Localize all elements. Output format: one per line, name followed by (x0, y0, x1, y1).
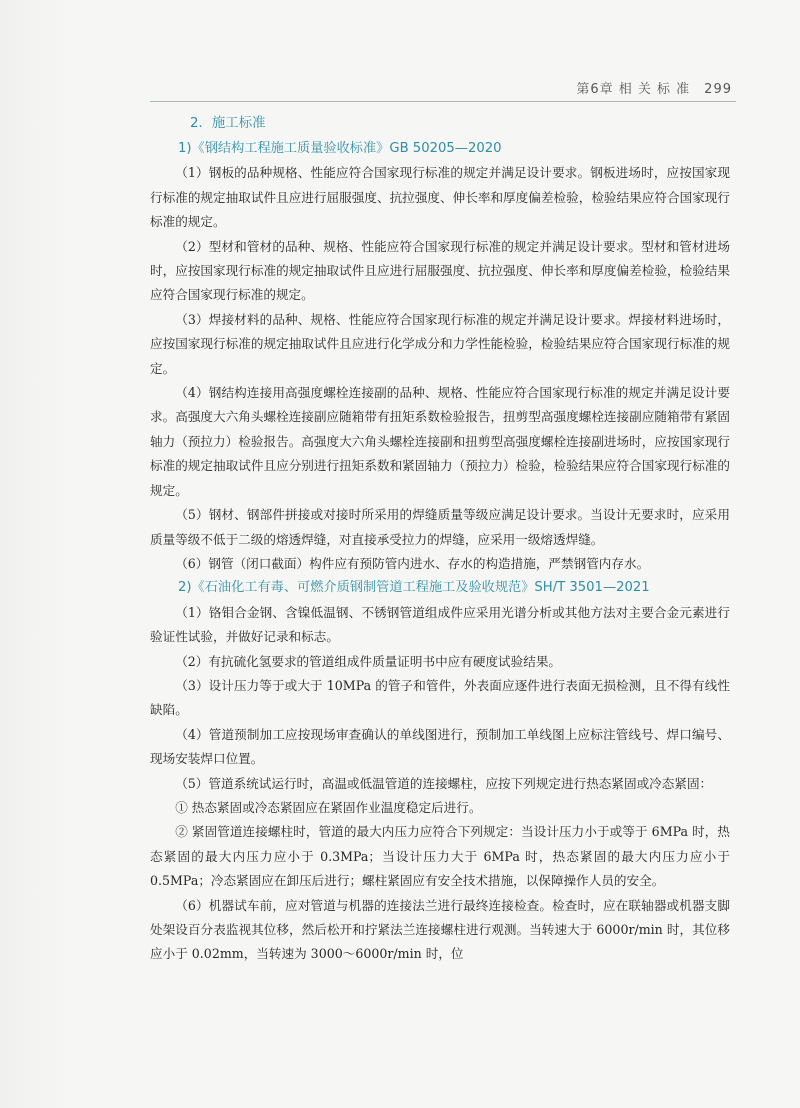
paragraph: （5）管道系统试运行时，高温或低温管道的连接螺柱，应按下列规定进行热态紧固或冷态紧固： (175, 775, 713, 791)
paragraph: （3）焊接材料的品种、规格、性能应符合国家现行标准的规定并满足设计要求。焊接材料进场时，应按国家现行标准的规定抽取试件且应进行化学成分和力学性能检验，检验结果应符合国家现行标准的规定。 (150, 311, 730, 376)
standard-title: 1)《钢结构工程施工质量验收标准》GB 50205—2020 (178, 141, 502, 156)
paragraph: （4）管道预制加工应按现场审查确认的单线图进行，预制加工单线图上应标注管线号、焊口编号、现场安装焊口位置。 (150, 726, 730, 767)
paragraph: （5）钢材、钢部件拼接或对接时所采用的焊缝质量等级应满足设计要求。当设计无要求时，应采用质量等级不低于二级的熔透焊缝，对直接承受拉力的焊缝，应采用一级熔透焊缝。 (150, 507, 730, 547)
page-margin-shadow (0, 0, 70, 1108)
page-number: 299 (704, 82, 732, 97)
paragraph: （2）型材和管材的品种、规格、性能应符合国家现行标准的规定并满足设计要求。型材和管材进场时，应按国家现行标准的规定抽取试件且应进行屈服强度、抗拉强度、伸长率和厚度偏差检验，检验结果应符合国家现行标准的规定。 (150, 238, 730, 303)
running-header (150, 78, 732, 97)
paragraph: （1）钢板的品种规格、性能应符合国家现行标准的规定并满足设计要求。钢板进场时，应按国家现行标准的规定抽取试件且应进行屈服强度、抗拉强度、伸长率和厚度偏差检验，检验结果应符合国家现行标准的规定。 (150, 165, 730, 230)
header-rule (150, 101, 736, 102)
sub-paragraph: ② 紧固管道连接螺柱时，管道的最大内压力应符合下列规定：当设计压力小于或等于 6MPa 时，热态紧固的最大内压力应小于 0.3MPa；当设计压力大于 6MPa 时，热态紧固的最大内压力应小于 0.5MPa；冷态紧固应在卸压后进行；螺柱紧固应有安全技术措施，以保障操作人员的安全。 (150, 824, 730, 889)
sub-paragraph: ① 热态紧固或冷态紧固应在紧固作业温度稳定后进行。 (175, 799, 482, 815)
paragraph: （4）钢结构连接用高强度螺栓连接副的品种、规格、性能应符合国家现行标准的规定并满足设计要求。高强度大六角头螺栓连接副应随箱带有扭矩系数检验报告，扭剪型高强度螺栓连接副应随箱带有紧固轴力（预拉力）检验报告。高强度大六角头螺栓连接副和扭剪型高强度螺栓连接副进场时，应按国家现行标准的规定抽取试件且应分别进行扭矩系数和紧固轴力（预拉力）检验，检验结果应符合国家现行标准的规定。 (150, 385, 730, 498)
paragraph: （3）设计压力等于或大于 10MPa 的管子和管件，外表面应逐件进行表面无损检测，且不得有线性缺陷。 (150, 677, 730, 718)
chapter-title: 第6章 相 关 标 准 (576, 82, 691, 97)
paragraph: （6）钢管（闭口截面）构件应有预防管内进水、存水的构造措施，严禁钢管内存水。 (175, 555, 650, 571)
standard-title: 2)《石油化工有毒、可燃介质钢制管道工程施工及验收规范》SH/T 3501—2021 (178, 580, 650, 596)
page-body (150, 111, 730, 967)
paragraph: （1）铬钼合金钢、含镍低温钢、不锈钢管道组成件应采用光谱分析或其他方法对主要合金元素进行验证性试验，并做好记录和标志。 (150, 604, 730, 645)
paragraph: （2）有抗硫化氢要求的管道组成件质量证明书中应有硬度试验结果。 (175, 653, 562, 669)
paragraph: （6）机器试车前，应对管道与机器的连接法兰进行最终连接检查。检查时，应在联轴器或机器支脚处架设百分表监视其位移，然后松开和拧紧法兰连接螺柱进行观测。当转速大于 6000r/min 时，其位移应小于 0.02mm，当转速为 3000～6000r/min 时，位 (150, 897, 730, 962)
section-heading: 2．施工标准 (190, 116, 266, 131)
